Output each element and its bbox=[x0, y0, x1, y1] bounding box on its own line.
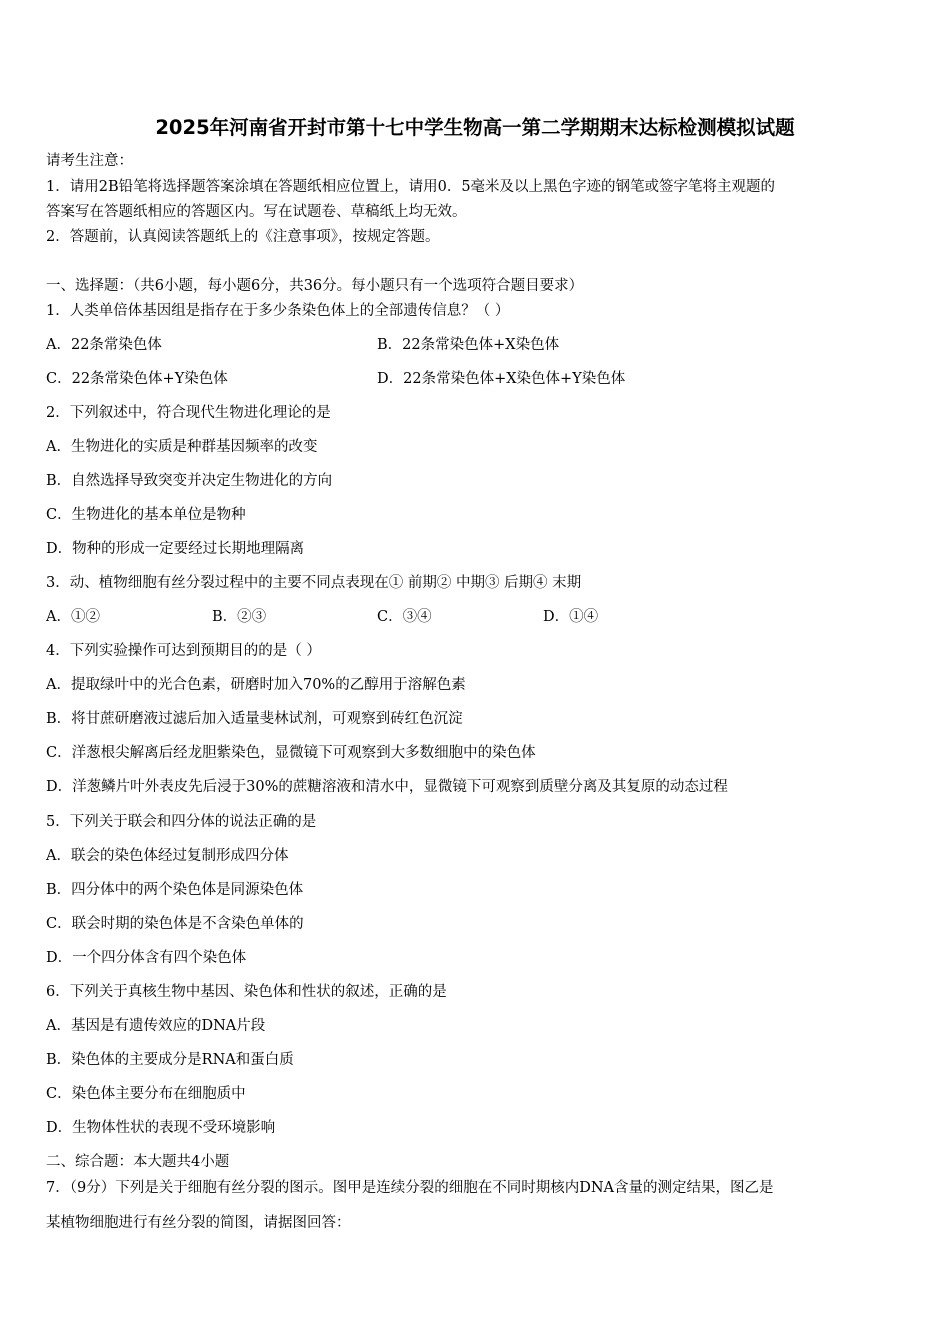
question-4-stem: 4．下列实验操作可达到预期目的的是（ ） bbox=[46, 643, 321, 659]
question-1-option-d: D．22条常染色体+X染色体+Y染色体 bbox=[377, 371, 626, 387]
question-4-option-a: A．提取绿叶中的光合色素，研磨时加入70%的乙醇用于溶解色素 bbox=[46, 677, 466, 693]
question-3-option-a: A．①② bbox=[46, 609, 100, 625]
question-3-option-b: B．②③ bbox=[212, 609, 267, 625]
question-5-option-c: C．联会时期的染色体是不含染色单体的 bbox=[46, 916, 304, 932]
notice-item-1-line-2: 答案写在答题纸相应的答题区内。写在试题卷、草稿纸上均无效。 bbox=[46, 204, 467, 220]
question-6-option-a: A．基因是有遗传效应的DNA片段 bbox=[46, 1018, 266, 1034]
question-2-option-a: A．生物进化的实质是种群基因频率的改变 bbox=[46, 439, 318, 455]
question-7-line-1: 7．（9分）下列是关于细胞有丝分裂的图示。图甲是连续分裂的细胞在不同时期核内DNA含量的测定结果，图乙是 bbox=[46, 1180, 774, 1196]
question-5-stem: 5．下列关于联会和四分体的说法正确的是 bbox=[46, 814, 317, 830]
question-3-option-d: D．①④ bbox=[543, 609, 599, 625]
question-1-option-c: C．22条常染色体+Y染色体 bbox=[46, 371, 228, 387]
question-4-option-d: D．洋葱鳞片叶外表皮先后浸于30%的蔗糖溶液和清水中，显微镜下可观察到质壁分离及其复原的动态过程 bbox=[46, 779, 728, 795]
question-2-option-d: D．物种的形成一定要经过长期地理隔离 bbox=[46, 541, 305, 557]
question-7-line-2: 某植物细胞进行有丝分裂的简图，请据图回答： bbox=[46, 1215, 351, 1231]
question-2-stem: 2．下列叙述中，符合现代生物进化理论的是 bbox=[46, 405, 331, 421]
question-5-option-d: D．一个四分体含有四个染色体 bbox=[46, 950, 247, 966]
question-3-stem: 3．动、植物细胞有丝分裂过程中的主要不同点表现在① 前期② 中期③ 后期④ 末期 bbox=[46, 575, 582, 591]
question-5-option-b: B．四分体中的两个染色体是同源染色体 bbox=[46, 882, 304, 898]
question-1-option-a: A．22条常染色体 bbox=[46, 337, 162, 353]
question-6-option-b: B．染色体的主要成分是RNA和蛋白质 bbox=[46, 1052, 294, 1068]
question-6-option-c: C．染色体主要分布在细胞质中 bbox=[46, 1086, 246, 1102]
exam-title: 2025年河南省开封市第十七中学生物高一第二学期期末达标检测模拟试题 bbox=[155, 116, 795, 139]
notice-item-1-line-1: 1．请用2B铅笔将选择题答案涂填在答题纸相应位置上，请用0．5毫米及以上黑色字迹的钢笔或签字笔将主观题的 bbox=[46, 179, 776, 195]
section-1-heading: 一、选择题：（共6小题，每小题6分，共36分。每小题只有一个选项符合题目要求） bbox=[46, 278, 584, 294]
question-2-option-c: C．生物进化的基本单位是物种 bbox=[46, 507, 246, 523]
question-2-option-b: B．自然选择导致突变并决定生物进化的方向 bbox=[46, 473, 333, 489]
question-4-option-c: C．洋葱根尖解离后经龙胆紫染色，显微镜下可观察到大多数细胞中的染色体 bbox=[46, 745, 536, 761]
question-1-option-b: B．22条常染色体+X染色体 bbox=[377, 337, 560, 353]
question-4-option-b: B．将甘蔗研磨液过滤后加入适量斐林试剂，可观察到砖红色沉淀 bbox=[46, 711, 463, 727]
question-5-option-a: A．联会的染色体经过复制形成四分体 bbox=[46, 848, 289, 864]
notice-heading: 请考生注意： bbox=[46, 153, 133, 169]
question-6-option-d: D．生物体性状的表现不受环境影响 bbox=[46, 1120, 276, 1136]
question-3-option-c: C．③④ bbox=[377, 609, 432, 625]
section-2-heading: 二、综合题：本大题共4小题 bbox=[46, 1154, 230, 1170]
notice-item-2: 2．答题前，认真阅读答题纸上的《注意事项》，按规定答题。 bbox=[46, 229, 440, 245]
question-1-stem: 1．人类单倍体基因组是指存在于多少条染色体上的全部遗传信息？（ ） bbox=[46, 303, 510, 319]
question-6-stem: 6．下列关于真核生物中基因、染色体和性状的叙述，正确的是 bbox=[46, 984, 447, 1000]
